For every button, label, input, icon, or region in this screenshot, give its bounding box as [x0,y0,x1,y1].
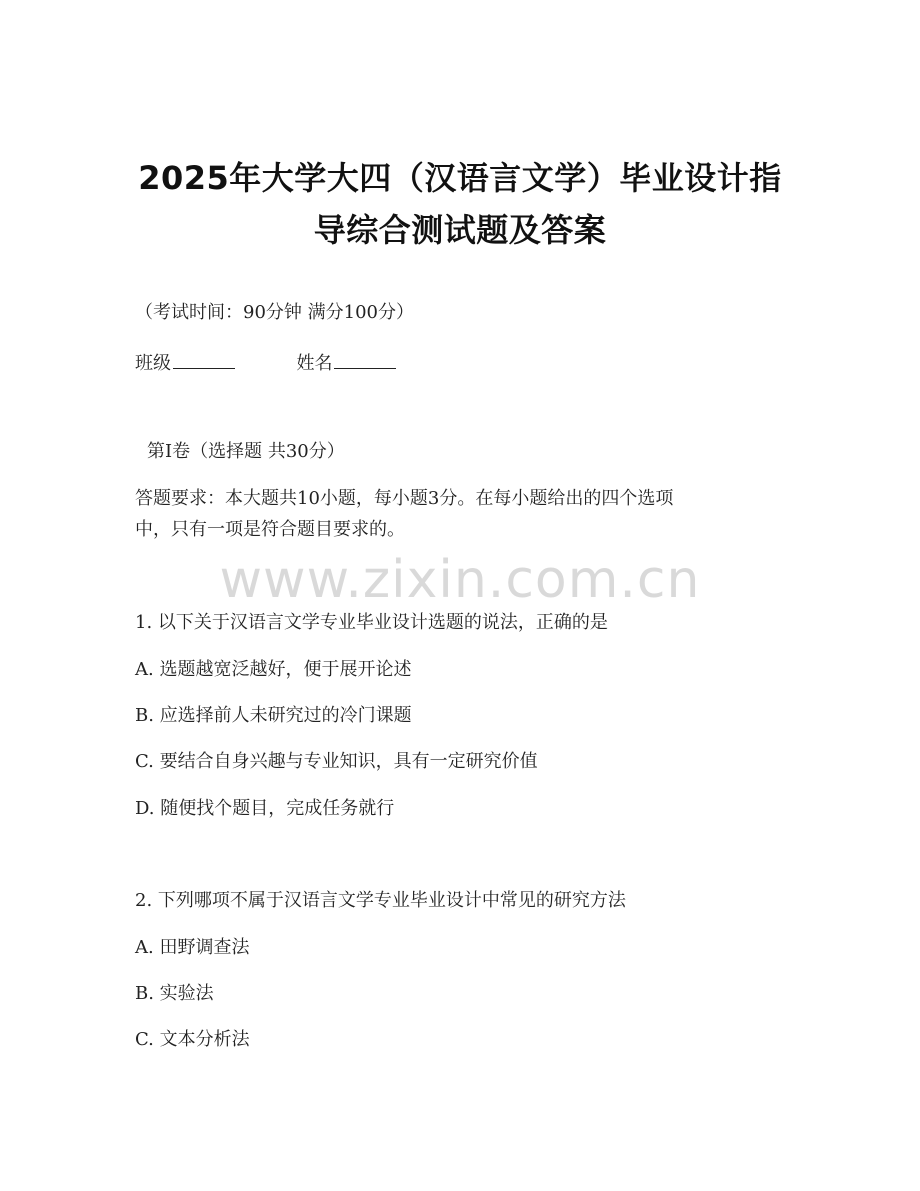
name-blank[interactable] [334,348,396,369]
student-fields [135,348,396,378]
class-blank[interactable] [173,348,235,369]
instructions-line-2: 中，只有一项是符合题目要求的。 [135,519,405,540]
watermark: www.zixin.com.cn [219,550,701,610]
question-2-option-b: B. 实验法 [135,983,214,1004]
instructions-line-1: 答题要求：本大题共10小题，每小题3分。在每小题给出的四个选项 [135,488,674,509]
question-1-option-c: C. 要结合自身兴趣与专业知识，具有一定研究价值 [135,751,538,772]
question-1-option-a: A. 选题越宽泛越好，便于展开论述 [135,659,412,680]
section-heading: 第I卷（选择题 共30分） [147,441,345,462]
question-2-option-a: A. 田野调查法 [135,937,250,958]
question-1-option-b: B. 应选择前人未研究过的冷门课题 [135,705,412,726]
question-2-option-c: C. 文本分析法 [135,1029,250,1050]
class-label: 班级 [135,353,171,374]
name-label: 姓名 [296,353,333,374]
question-1-stem: 1. 以下关于汉语言文学专业毕业设计选题的说法，正确的是 [135,612,608,633]
question-1-option-d: D. 随便找个题目，完成任务就行 [135,798,395,819]
question-2-stem: 2. 下列哪项不属于汉语言文学专业毕业设计中常见的研究方法 [135,890,626,911]
document-title-line-1: 2025年大学大四（汉语言文学）毕业设计指 [138,159,782,197]
exam-info: （考试时间：90分钟 满分100分） [135,302,414,323]
document-title-line-2: 导综合测试题及答案 [313,211,607,249]
